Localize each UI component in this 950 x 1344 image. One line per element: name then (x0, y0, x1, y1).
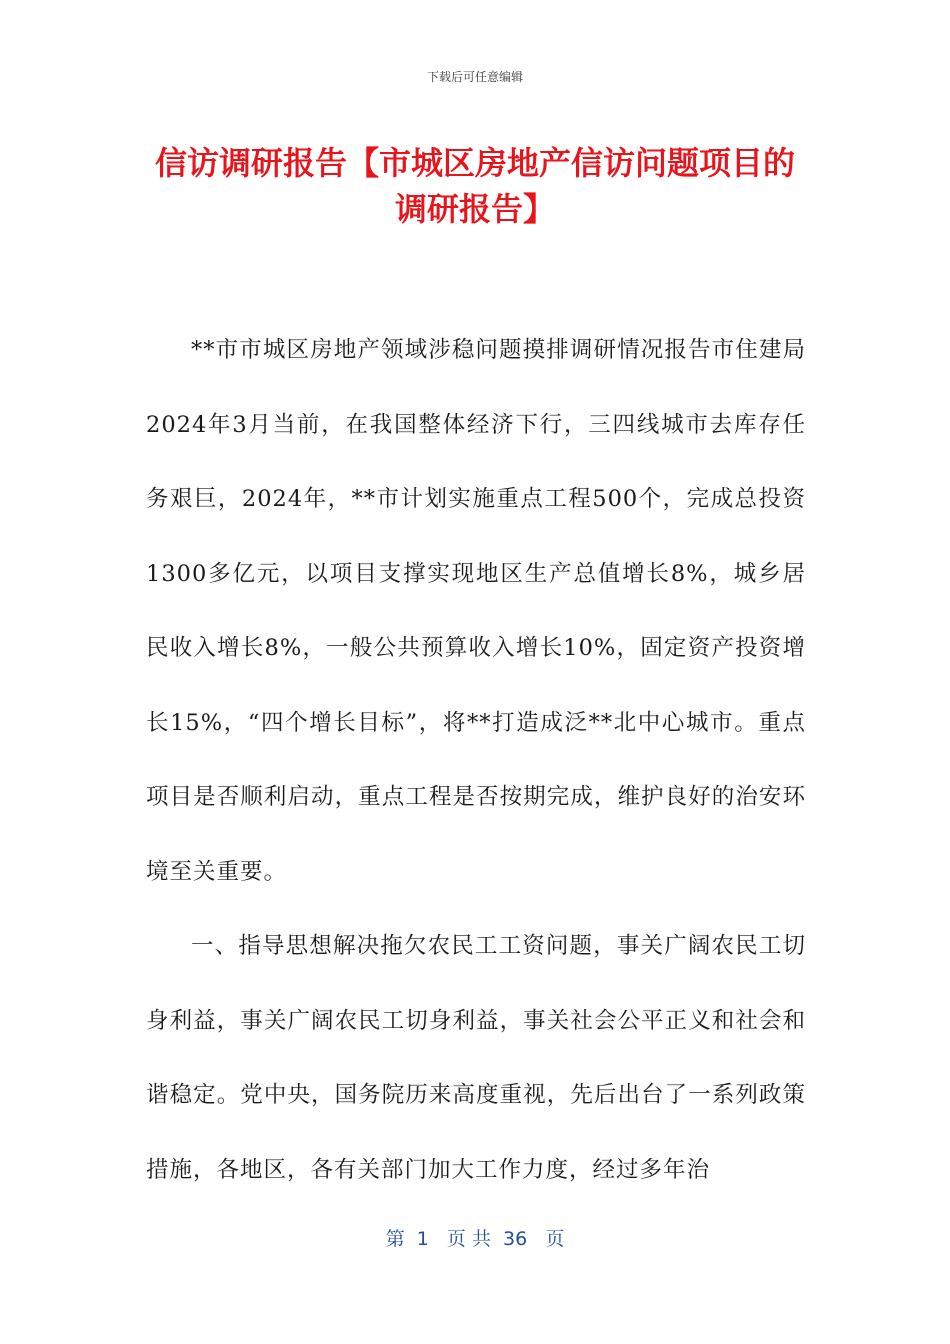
header-note: 下载后可任意编辑 (426, 70, 523, 84)
paragraph-guiding-ideology: 一、指导思想解决拖欠农民工工资问题，事关广阔农民工切身利益，事关广阔农民工切身利益，事关社会公平正义和社会和谐稳定。党中央，国务院历来高度重视，先后出台了一系列政策措施，各地区，各有关部门加大工作力度，经过多年治 (146, 933, 806, 1183)
page-number-footer: 第 1 页 共 36 页 (385, 1228, 565, 1250)
document-body (146, 313, 806, 1207)
document-title: 信访调研报告【市城区房地产信访问题项目的调研报告】 (154, 144, 795, 228)
paragraph-intro: **市市城区房地产领域涉稳问题摸排调研情况报告市住建局2024年3月当前，在我国整体经济下行，三四线城市去库存任务艰巨，2024年，**市计划实施重点工程500个，完成总投资1300多亿元，以项目支撑实现地区生产总值增长8%，城乡居民收入增长8%，一般公共预算收入增长10%，固定资产投资增长15%，“四个增长目标”，将**打造成泛**北中心城市。重点项目是否顺利启动，重点工程是否按期完成，维护良好的治安环境至关重要。 (146, 337, 806, 885)
